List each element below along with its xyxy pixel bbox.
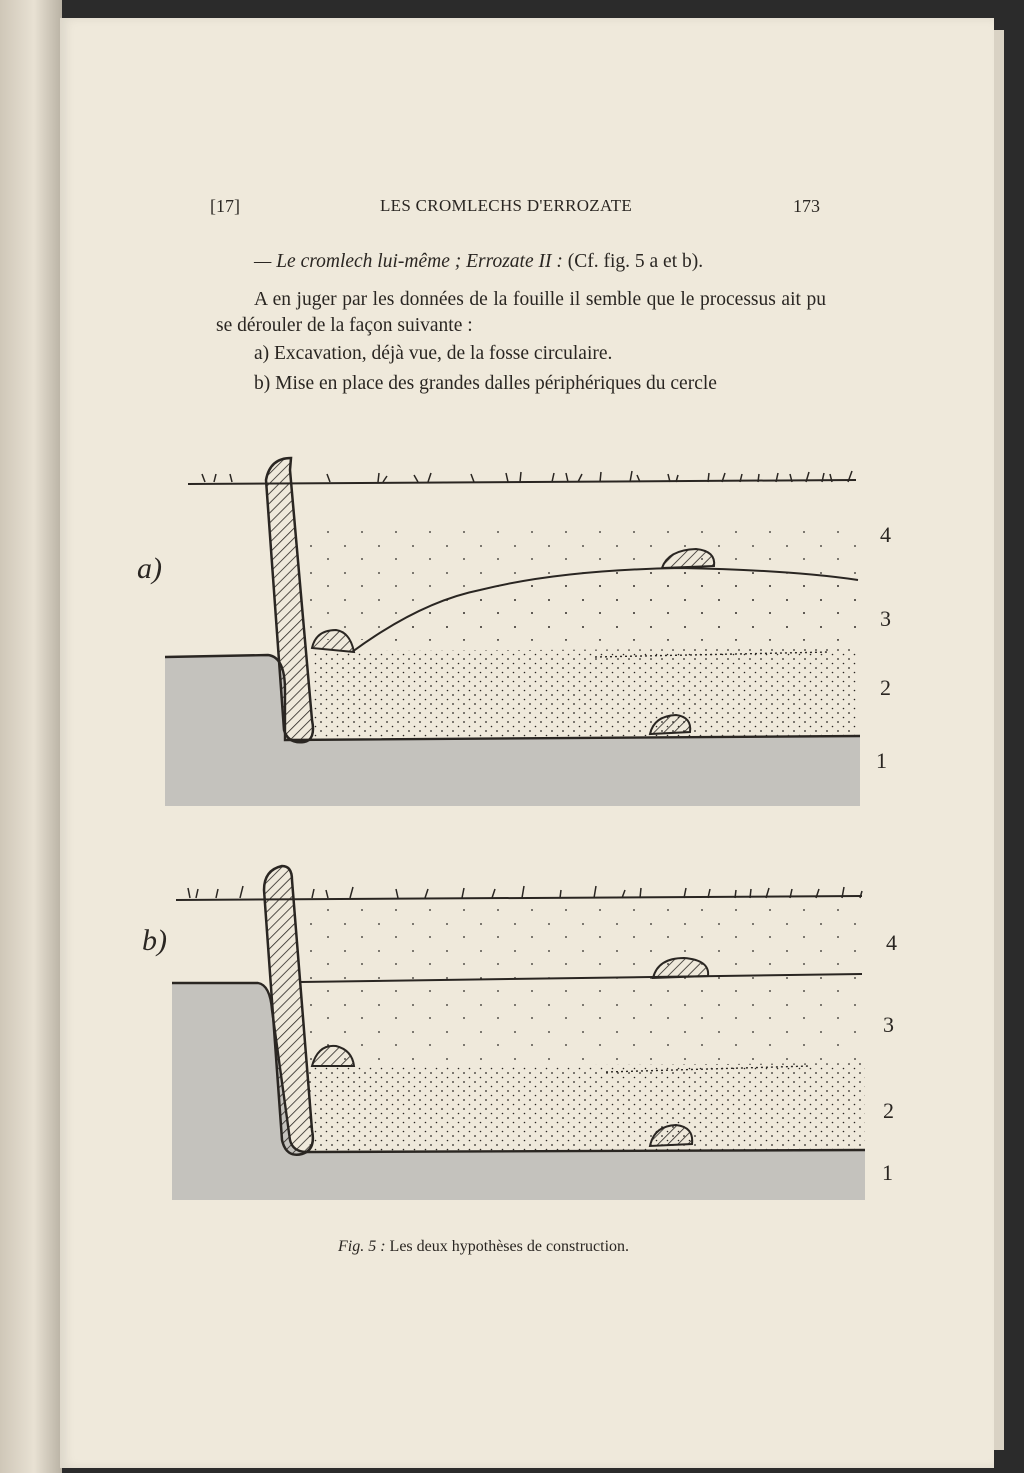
panel-a-layer-2 xyxy=(312,648,858,738)
running-title: LES CROMLECHS D'ERROZATE xyxy=(380,196,633,215)
section-heading-ref: (Cf. fig. 5 a et b). xyxy=(562,251,704,272)
panel-b-layer-3-label: 3 xyxy=(883,1012,894,1037)
panel-b xyxy=(172,866,865,1200)
panel-b-label: b) xyxy=(142,924,167,957)
caption-text: Les deux hypothèses de construction. xyxy=(385,1238,630,1255)
list-item-a: a) Excavation, déjà vue, de la fosse circulaire. xyxy=(254,343,613,364)
page-number: 173 xyxy=(793,196,820,216)
panel-a-label: a) xyxy=(137,552,162,585)
section-number: [17] xyxy=(210,196,240,216)
figure-caption xyxy=(338,1238,629,1256)
panel-a-layer-4-label: 4 xyxy=(880,522,891,547)
section-heading-italic: — Le cromlech lui-même ; Errozate II : xyxy=(254,251,563,272)
panel-a xyxy=(165,458,860,806)
panel-a-layer-1-label: 1 xyxy=(876,748,887,773)
panel-b-layer-2-label: 2 xyxy=(883,1098,894,1123)
panel-b-layer-2 xyxy=(306,1063,865,1152)
panel-a-layer-2-label: 2 xyxy=(880,675,891,700)
body-paragraph: A en juger par les données de la fouille il semble que le processus ait pu se dérouler de la façon suivante : xyxy=(216,289,826,336)
list-item-b: b) Mise en place des grandes dalles périphériques du cercle xyxy=(254,373,717,394)
panel-b-layer-4-label: 4 xyxy=(886,930,897,955)
panel-a-layer-3-label: 3 xyxy=(880,606,891,631)
panel-b-layer-1-label: 1 xyxy=(882,1160,893,1185)
caption-label: Fig. 5 : xyxy=(338,1238,386,1255)
